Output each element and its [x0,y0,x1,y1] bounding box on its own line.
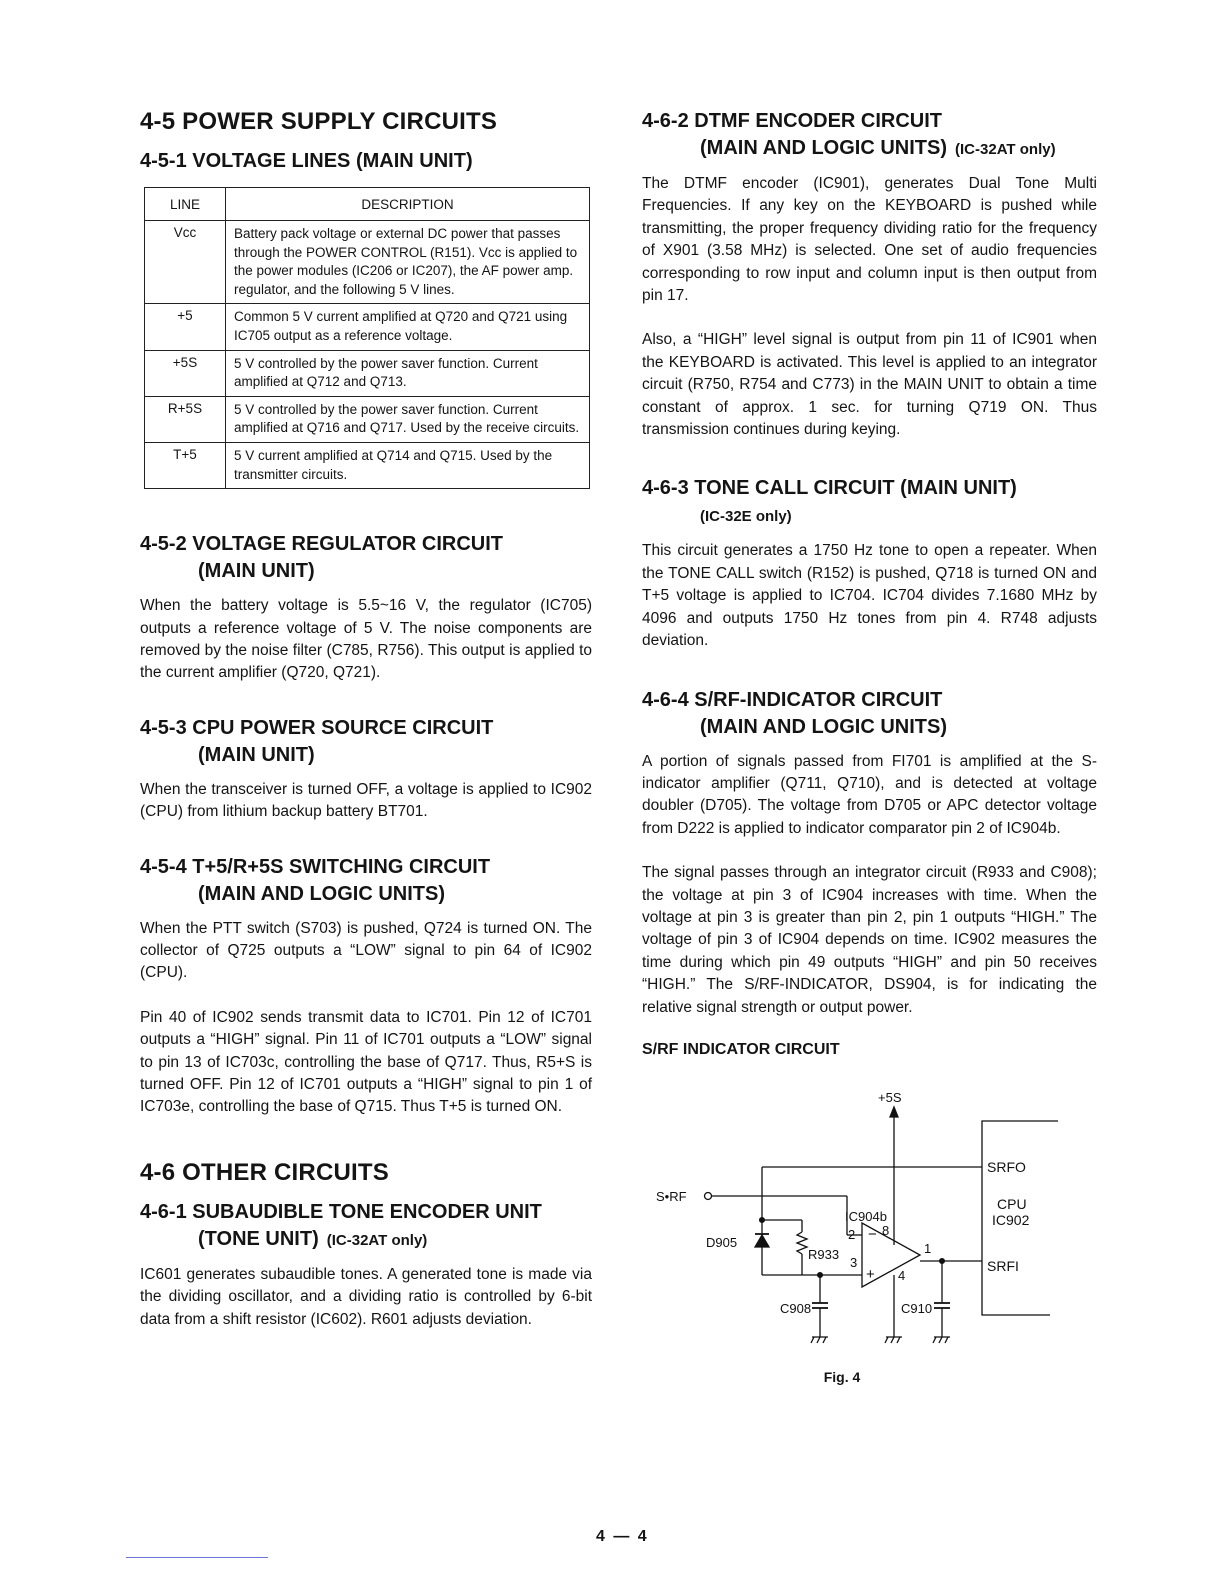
label-c910: C910 [901,1300,933,1316]
section-4-5-1-heading: 4-5-1 VOLTAGE LINES (MAIN UNIT) [140,150,473,172]
heading-line-1: 4-5-4 T+5/R+5S SWITCHING CIRCUIT [140,855,491,878]
label-pin3: 3 [850,1254,858,1270]
diode-icon [755,1235,769,1247]
resistor-icon [797,1232,807,1254]
section-4-6-1-heading [140,1199,592,1254]
section-4-6-4-paragraph-2: The signal passes through an integrator circuit (R933 and C908); the voltage at pin 3 of IC904 increases with time. When the voltage at pin 3 is greater than pin 2, pin 1 outputs “HIGH.” The voltage of pin 3 of IC904 depends on time. IC902 measures the time during which pin 49 outputs “HIGH” and pin 50 receives “HIGH.” The S/RF-INDICATOR, DS904, is for indicating the relative signal strength or output power. [642,864,1097,1016]
heading-line-2: (MAIN UNIT) [198,743,315,766]
srf-indicator-circuit-diagram [642,1075,1097,1365]
table-cell-desc: Common 5 V current amplified at Q720 and Q721 using IC705 output as a reference voltage. [226,304,590,350]
table-cell-desc: 5 V controlled by the power saver function. Current amplified at Q712 and Q713. [226,350,590,396]
label-cpu: CPU [997,1195,1027,1212]
heading-line-2-text: (TONE UNIT) [198,1227,319,1250]
voltage-lines-table [144,187,590,489]
heading-line-1: 4-6-4 S/RF-INDICATOR CIRCUIT [642,688,943,711]
label-ic904b: IC904b [845,1208,887,1224]
heading-line-2-text: (MAIN AND LOGIC UNITS) [700,137,948,159]
label-pin8: 8 [882,1222,890,1238]
section-4-6-1-paragraph: IC601 generates subaudible tones. A generated tone is made via the dividing oscillator, and a dividing ratio is controlled by 6-bit data from a shift resistor (IC602). R601 adjusts deviation. [140,1265,592,1328]
section-4-6-2-heading [642,108,1097,163]
section-4-5-4-paragraph-1: When the PTT switch (S703) is pushed, Q724 is turned ON. The collector of Q725 outputs a “LOW” signal to pin 64 of IC902 (CPU). [140,919,592,982]
section-4-5-heading: 4-5 POWER SUPPLY CIRCUITS [140,108,498,135]
label-r933: R933 [808,1246,840,1262]
heading-line-1: 4-5-2 VOLTAGE REGULATOR CIRCUIT [140,533,503,556]
label-pin2: 2 [848,1226,856,1242]
label-pin4: 4 [898,1267,906,1283]
table-cell-desc: 5 V controlled by the power saver function. Current amplified at Q716 and Q717. Used by the receive circuits. [226,396,590,442]
table-row [145,221,590,304]
supply-arrow-icon [890,1107,898,1117]
table-header-line: LINE [145,188,226,221]
node-dot-icon [760,1218,765,1223]
section-4-6-3-paragraph: This circuit generates a 1750 Hz tone to open a repeater. When the TONE CALL switch (R152) is pushed, Q718 is turned ON and T+5 voltage is applied to IC704. IC704 divides 7.1680 MHz by 4096 and outputs 1750 Hz tones from pin 4. R748 adjusts deviation. [642,542,1097,650]
section-4-5-3-heading [140,715,592,769]
table-cell-line: T+5 [145,442,226,488]
plus-sign: + [866,1265,875,1283]
table-row [145,396,590,442]
table-cell-desc: Battery pack voltage or external DC power that passes through the POWER CONTROL (R151). Vcc is applied to the power modules (IC206 or IC207), the AF power amp. regulator, and the following 5 V lines. [226,221,590,304]
section-4-6-4-heading [642,687,1097,741]
label-plus5s: +5S [878,1089,902,1105]
ground-icon [885,1337,902,1343]
section-4-5-4-heading [140,854,592,908]
heading-line-2 [140,1226,592,1254]
table-cell-desc: 5 V current amplified at Q714 and Q715. Used by the transmitter circuits. [226,442,590,488]
label-c908: C908 [780,1300,812,1316]
footer-line [126,1557,268,1558]
section-4-5-2-paragraph: When the battery voltage is 5.5~16 V, the regulator (IC705) outputs a reference voltage of 5 V. The noise components are removed by the noise filter (C785, R756). This output is applied to the current amplifier (Q720, Q721). [140,597,592,682]
label-d905: D905 [706,1234,738,1250]
figure-label: Fig. 4 [823,1368,861,1385]
table-header-description: DESCRIPTION [226,188,590,221]
section-4-5-4-paragraph-2: Pin 40 of IC902 sends transmit data to IC701. Pin 12 of IC701 outputs a “HIGH” signal. Pin 11 of IC701 outputs a “LOW” signal to pin 13 of IC703c, controlling the base of Q717. Thus, R5+S is turned OFF. Pin 12 of IC701 outputs a “HIGH” signal to pin 1 of IC703e, controlling the base of Q715. Thus T+5 is turned ON. [140,1008,592,1116]
heading-line-2 [642,135,1097,163]
model-note: (IC-32AT only) [326,1231,428,1249]
table-cell-line: Vcc [145,221,226,304]
figure-title: S/RF INDICATOR CIRCUIT [642,1040,840,1058]
model-note: (IC-32E only) [700,508,792,526]
table-row [145,304,590,350]
table-row [145,442,590,488]
input-terminal-icon [705,1192,712,1199]
heading-line-1: 4-5-3 CPU POWER SOURCE CIRCUIT [140,716,494,739]
section-4-6-2-paragraph-2: Also, a “HIGH” level signal is output from pin 11 of IC901 when the KEYBOARD is activated. This level is applied to an integrator circuit (R750, R754 and C773) in the MAIN UNIT to obtain a time constant of approx. 1 sec. for turning Q719 ON. Thus transmission continues during keying. [642,331,1097,439]
table-cell-line: +5 [145,304,226,350]
table-row [145,350,590,396]
label-srf-input: S•RF [656,1188,687,1204]
label-ic902: IC902 [992,1211,1030,1228]
minus-sign: − [868,1225,877,1243]
right-column [642,108,1097,1385]
heading-line-1: 4-6-2 DTMF ENCODER CIRCUIT [642,110,943,132]
heading-line-2: (MAIN AND LOGIC UNITS) [700,715,948,738]
section-4-6-heading: 4-6 OTHER CIRCUITS [140,1158,389,1186]
heading-line-2: (MAIN AND LOGIC UNITS) [198,882,446,905]
table-cell-line: R+5S [145,396,226,442]
section-4-6-4-paragraph-1: A portion of signals passed from FI701 is amplified at the S-indicator amplifier (Q711, Q710), and is detected at voltage doubler (D705). The voltage from D705 or APC detector voltage from D222 is applied to indicator comparator pin 2 of IC904b. [642,752,1097,837]
heading-line-2: (MAIN UNIT) [198,560,315,583]
heading-line-2 [642,502,1097,530]
section-4-6-2-paragraph-1: The DTMF encoder (IC901), generates Dual Tone Multi Frequencies. If any key on the KEYBOARD is pushed while transmitting, the proper frequency dividing ratio for the frequency of X901 (3.58 MHz) is selected. One set of audio frequencies corresponding to row input and column input is then output from pin 17. [642,175,1097,305]
table-cell-line: +5S [145,350,226,396]
section-4-5-3-paragraph: When the transceiver is turned OFF, a voltage is applied to IC902 (CPU) from lithium backup battery BT701. [140,780,592,821]
page-number: 4 — 4 [596,1528,649,1545]
label-srfi: SRFI [987,1257,1019,1274]
model-note: (IC-32AT only) [955,141,1056,158]
label-srfo: SRFO [987,1158,1026,1175]
ground-icon [933,1337,950,1343]
label-pin1: 1 [924,1240,932,1256]
ground-icon [811,1337,828,1343]
left-column [140,108,592,1353]
table-header-row [145,188,590,221]
section-4-6-3-heading [642,475,1097,530]
section-4-5-2-heading [140,531,592,585]
heading-line-1: 4-6-1 SUBAUDIBLE TONE ENCODER UNIT [140,1200,542,1223]
heading-line-1: 4-6-3 TONE CALL CIRCUIT (MAIN UNIT) [642,477,1017,500]
